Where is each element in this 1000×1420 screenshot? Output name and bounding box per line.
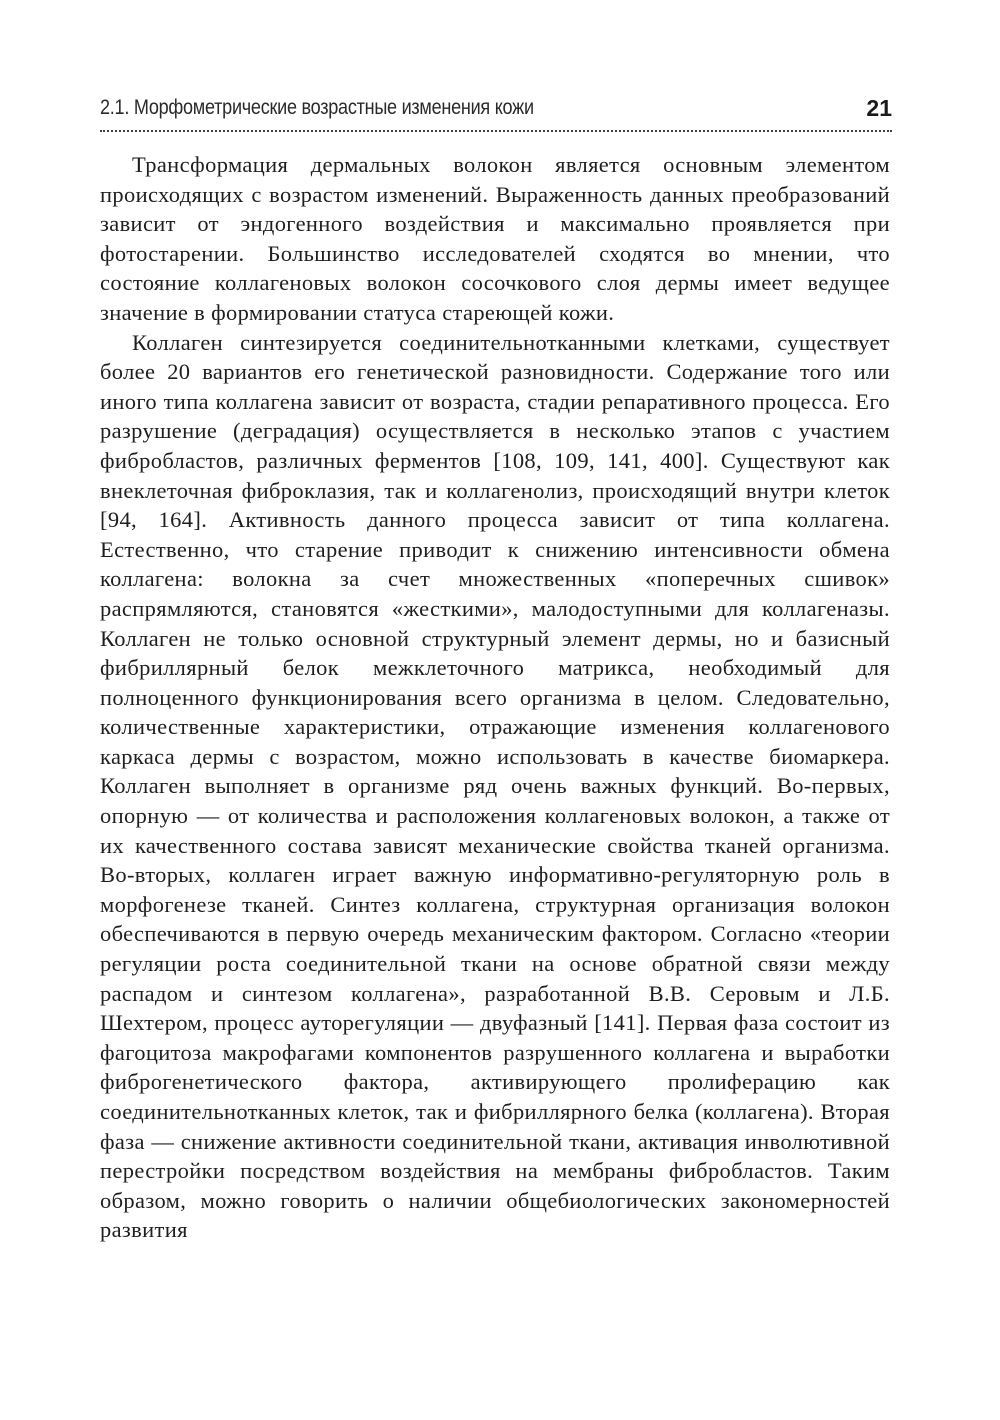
paragraph-collagen: Коллаген синтезируется соединительнотканными клетками, существует более 20 вариантов его генетической разновидности. Содержание того или иного типа коллагена зависит от возраста, стадии репаративного процесса. Его разрушение (деградация) осуществляется в несколько этапов с участием фибробластов, различных ферментов [108, 109, 141, 400]. Существуют как внеклеточная фиброклазия, так и коллагенолиз, происходящий внутри клеток [94, 164]. Активность данного процесса зависит от типа коллагена. Естественно, что старение приводит к снижению интенсивности обмена коллагена: волокна за счет множественных «поперечных сшивок» распрямляются, становятся «жесткими», малодоступными для коллагеназы. Коллаген не только основной структурный элемент дермы, но и базисный фибриллярный белок межклеточного матрикса, необходимый для полноценного функционирования всего организма в целом. Следовательно, количественные характеристики, отражающие изменения коллагенового каркаса дермы с возрастом, можно использовать в качестве биомаркера. Коллаген выполняет в организме ряд очень важных функций. Во-первых, опорную — от количества и расположения коллагеновых волокон, а также от их качественного состава зависят механические свойства тканей организма. Во-вторых, коллаген играет важную информативно-регуляторную роль в морфогенезе тканей. Синтез коллагена, структурная организация волокон обеспечиваются в первую очередь механическим фактором. Согласно «теории регуляции роста соединительной ткани на основе обратной связи между распадом и синтезом коллагена», разработанной В.В. Серовым и Л.Б. Шехтером, процесс ауторегуляции — двуфазный [141]. Первая фаза состоит из фагоцитоза макрофагами компонентов разрушенного коллагена и выработки фиброгенетического фактора, активирующего пролиферацию как соединительнотканных клеток, так и фибриллярного белка (коллагена). Вторая фаза — снижение активности соединительной ткани, активация инволютивной перестройки посредством воздействия на мембраны фибробластов. Таким образом, можно говорить о наличии общебиологических закономерностей развития [100,329,890,1243]
paragraph-dermal-fibers: Трансформация дермальных волокон является основным элементом происходящих с возрастом изменений. Выраженность данных преобразований зависит от эндогенного воздействия и максимально проявляется при фотостарении. Большинство исследователей сходятся во мнении, что состояние коллагеновых волокон сосочкового слоя дермы имеет ведущее значение в формировании статуса стареющей кожи. [100,152,890,325]
dotted-divider [100,130,892,132]
page-number: 21 [866,95,892,121]
body-text [100,150,890,1245]
running-title: 2.1. Морфометрические возрастные изменения кожи [100,96,534,119]
running-header [100,96,892,130]
